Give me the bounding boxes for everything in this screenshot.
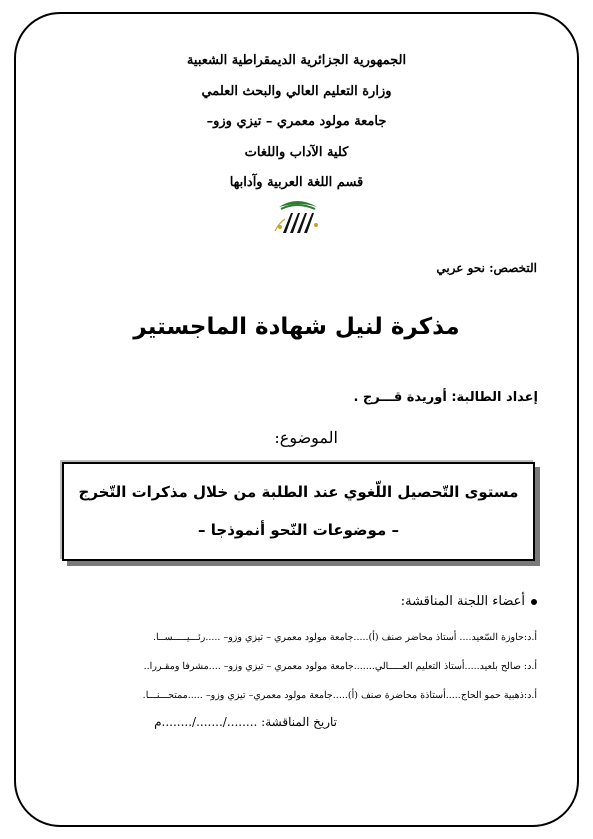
- page-border: [14, 12, 579, 827]
- header-republic: الجمهورية الجزائرية الديمقراطية الشعبية: [186, 53, 407, 68]
- header-faculty: كلية الآداب واللغات: [244, 145, 349, 160]
- committee-member-3: أ.د:ذهبية حمو الحاج.....أستاذة محاضرة صنف (أ).....جامعة مولود معمري– تيزي وزو– .....ممتحـــنـــا.: [142, 690, 537, 701]
- bullet-icon: [531, 599, 537, 605]
- university-logo-icon: [271, 197, 323, 237]
- committee-member-1: أ.د:حاوزة السّعيد.... أستاذ محاضر صنف (أ).....جامعة مولود معمري – تيزي وزو– .....رئـــيـــــســا.: [153, 632, 537, 643]
- topic-line-1: مستوى التّحصيل اللّغوي عند الطلبة من خلال مذكرات التّخرج: [78, 483, 519, 501]
- subject-label: الموضوع:: [274, 428, 338, 447]
- main-title: مذكرة لنيل شهادة الماجستير: [133, 314, 460, 340]
- header-ministry: وزارة التعليم العالي والبحث العلمي: [201, 84, 392, 99]
- topic-box: [62, 462, 535, 561]
- header-university: جامعة مولود معمري – تيزي وزو–: [206, 114, 387, 129]
- topic-line-2: – موضوعات النّحو أنموذجا –: [198, 521, 399, 539]
- discussion-date: تاريخ المناقشة: ......../......./........م: [154, 715, 337, 729]
- committee-title-text: أعضاء اللجنة المناقشة:: [400, 594, 525, 609]
- student-name: إعداد الطالبة: أوريدة قـــرج .: [353, 390, 538, 405]
- committee-member-2: أ.د: صالح بلعيد.....أستاذ التعليم العـــــالي.......جامعة مولود معمري – تيزي وزو– ....مشرفا ومقـررا..: [143, 661, 537, 672]
- header-department: قسم اللغة العربية وآدابها: [229, 175, 364, 190]
- specialization: التخصص: نحو عربي: [436, 261, 537, 275]
- committee-title: [401, 594, 537, 609]
